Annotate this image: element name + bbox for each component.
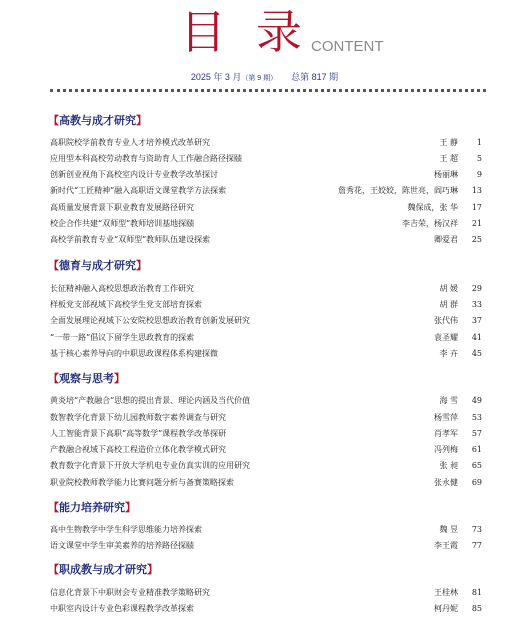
toc-entry[interactable] [50,184,482,197]
entry-author: 张代伟 [434,316,458,325]
entry-author: 杨丽琳 [434,170,458,179]
entry-title[interactable]: 应用型本科高校劳动教育与资助育人工作融合路径探赜 [50,154,242,163]
entry-title[interactable]: 信息化背景下中职财会专业精准教学策略研究 [50,588,210,597]
entry-title[interactable]: 数智教学化背景下幼儿园教师数字素养调查与研究 [50,413,226,422]
entry-title[interactable]: 新时代“工匠精神”融入高职语文课堂教学方法探索 [50,186,227,195]
toc-entry[interactable] [50,201,482,214]
section-title: 【能力培养研究】 [48,501,136,514]
entry-title[interactable]: 高校学前教育专业“双师型”教师队伍建设探索 [50,235,211,244]
entry-author: 王 静 [439,138,458,147]
toc-entry[interactable] [50,152,482,165]
entry-title[interactable]: 校企合作共建“双师型”教师培训基地探赜 [50,219,195,228]
entry-author: 杨雪萍 [434,413,458,422]
entry-author: 胡 群 [439,300,458,309]
issue-info [0,70,529,83]
entry-author: 张 昶 [439,461,458,470]
entry-author: 李 卉 [439,349,458,358]
toc-entry[interactable] [50,523,482,536]
toc-entry[interactable] [50,314,482,327]
entry-title[interactable]: 长征精神融入高校思想政治教育工作研究 [50,284,194,293]
entry-page: 69 [471,478,482,487]
entry-page: 25 [471,235,482,244]
page-title-english: CONTENT [311,38,384,55]
section-title: 【德育与成才研究】 [48,259,147,272]
entry-page: 29 [471,284,482,293]
entry-page: 49 [471,396,482,405]
entry-author: 袁圣耀 [434,333,458,342]
entry-author: 张永健 [434,478,458,487]
entry-page: 45 [471,349,482,358]
toc-entry[interactable] [50,331,482,344]
toc-entry[interactable] [50,443,482,456]
entry-title[interactable]: 高职院校学前教育专业人才培养模式改革研究 [50,138,210,147]
entry-author: 李王霞 [434,541,458,550]
entry-page: 37 [471,316,482,325]
entry-title[interactable]: 人工智能背景下高职“高等数学”课程教学改革探研 [50,429,227,438]
entry-author: 魏保成，张 华 [407,203,458,212]
issue-total: 总第 817 期 [291,72,339,82]
entry-title[interactable]: 产教融合视域下高校工程造价立体化教学模式研究 [50,445,226,454]
entry-page: 77 [471,541,482,550]
section-title: 【职成教与成才研究】 [48,563,158,576]
entry-page: 73 [471,525,482,534]
entry-page: 81 [471,588,482,597]
toc-entry[interactable] [50,411,482,424]
entry-page: 61 [471,445,482,454]
entry-title[interactable]: 全面发展理论视域下公安院校思想政治教育创新发展研究 [50,316,250,325]
entry-title[interactable]: 中职室内设计专业色彩课程教学改革探索 [50,604,194,613]
toc-entry[interactable] [50,298,482,311]
entry-page: 57 [471,429,482,438]
toc-entry[interactable] [50,586,482,599]
entry-author: 柯丹妮 [434,604,458,613]
header-divider [50,89,486,92]
entry-title[interactable]: 样板党支部视域下高校学生党支部培育探索 [50,300,202,309]
entry-title[interactable]: “一带一路”倡议下留学生思政教育的探索 [50,333,195,342]
issue-number: （第 9 期） [241,75,278,82]
entry-page: 1 [476,138,482,147]
entry-author: 魏 昱 [439,525,458,534]
entry-title[interactable]: 黄炎培“产教融合”思想的提出背景、理论内涵及当代价值 [50,396,251,405]
toc-entry[interactable] [50,602,482,615]
issue-date: 2025 年 3 月 [190,72,242,82]
entry-title[interactable]: 职业院校教师教学能力比赛问题分析与备赛策略探索 [50,478,234,487]
entry-page: 65 [471,461,482,470]
entry-title[interactable]: 基于核心素养导向的中职思政课程体系构建探微 [50,349,218,358]
toc-entry[interactable] [50,217,482,230]
entry-title[interactable]: 教育数字化背景下开放大学机电专业仿真实训的应用研究 [50,461,250,470]
page-title: 目录 [180,5,332,59]
entry-page: 5 [476,154,482,163]
entry-author: 肖孝军 [434,429,458,438]
section-title: 【高教与成才研究】 [48,114,147,127]
entry-title[interactable]: 创新创业视角下高校室内设计专业教学改革探讨 [50,170,218,179]
section-title: 【观察与思考】 [48,372,125,385]
entry-page: 13 [471,186,482,195]
entry-title[interactable]: 高中生物教学中学生科学思维能力培养探索 [50,525,202,534]
toc-entry[interactable] [50,539,482,552]
toc-entry[interactable] [50,459,482,472]
entry-page: 41 [471,333,482,342]
toc-entry[interactable] [50,476,482,489]
entry-author: 王桂林 [434,588,458,597]
page-header [0,0,529,90]
entry-author: 海 雪 [439,396,458,405]
entry-author: 冯列梅 [434,445,458,454]
toc-entry[interactable] [50,427,482,440]
toc-entry[interactable] [50,136,482,149]
toc-entry[interactable] [50,233,482,246]
entry-title[interactable]: 高质量发展背景下职业教育发展路径研究 [50,203,194,212]
entry-author: 李吉荣，杨汉祥 [402,219,458,228]
entry-page: 9 [476,170,482,179]
toc-entry[interactable] [50,168,482,181]
entry-page: 17 [471,203,482,212]
entry-author: 胡 媛 [439,284,458,293]
entry-page: 33 [471,300,482,309]
entry-page: 53 [471,413,482,422]
entry-author: 卿爱君 [434,235,458,244]
entry-author: 王 超 [439,154,458,163]
toc-entry[interactable] [50,282,482,295]
entry-page: 21 [471,219,482,228]
entry-title[interactable]: 语文课堂中学生审美素养的培养路径探赜 [50,541,194,550]
toc-entry[interactable] [50,394,482,407]
toc-entry[interactable] [50,347,482,360]
entry-page: 85 [471,604,482,613]
entry-author: 詹秀花，王姣姣，陈世亮，阎巧琳 [338,186,458,195]
